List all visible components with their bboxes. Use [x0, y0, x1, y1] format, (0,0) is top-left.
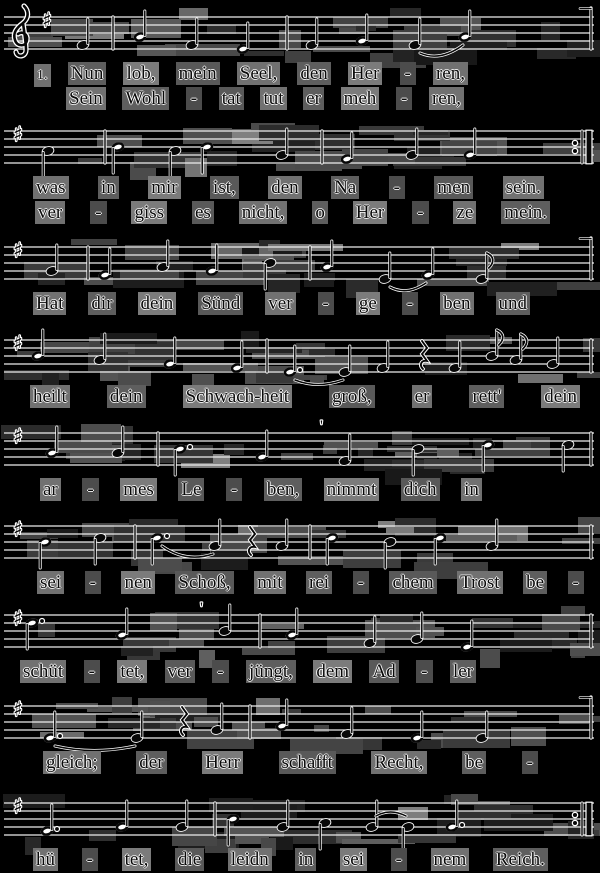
lyric-syllable: es — [192, 201, 214, 224]
lyric-syllable: ar — [40, 478, 61, 501]
lyric-line-1-1 — [0, 62, 600, 87]
lyric-syllable: mit — [254, 571, 285, 594]
lyric-syllable: Hat — [33, 292, 66, 315]
staff-system-6 — [0, 513, 600, 596]
lyric-syllable: und — [496, 292, 531, 315]
lyric-line-2-1 — [0, 176, 600, 201]
note — [31, 330, 46, 362]
lyric-syllable: mein — [176, 62, 220, 85]
lyric-syllable: tet, — [117, 660, 147, 683]
staff-system-9 — [0, 790, 600, 873]
sharp-icon: ♯ — [42, 8, 52, 32]
lyric-syllable: Schwach-heit — [183, 385, 292, 408]
lyric-syllable: was — [33, 176, 69, 199]
lyric-line-3-1 — [0, 292, 600, 317]
lyric-hyphen: - — [396, 87, 412, 110]
lyric-syllable: in — [295, 848, 316, 871]
lyric-hyphen: - — [186, 87, 202, 110]
note — [236, 23, 251, 55]
lyric-syllable: groß, — [329, 385, 375, 408]
staff-svg — [0, 234, 600, 292]
lyric-syllable: be — [523, 571, 547, 594]
sharp-icon: ♯ — [13, 331, 23, 355]
lyric-hyphen: - — [318, 292, 334, 315]
staff-svg — [0, 4, 600, 62]
note — [175, 801, 190, 833]
note — [41, 145, 56, 177]
lyric-syllable: Her — [348, 62, 382, 85]
lyric-syllable: hü — [33, 848, 58, 871]
staff-system-8 — [0, 693, 600, 776]
lyric-hyphen: - — [226, 478, 242, 501]
lyric-hyphen: - — [568, 571, 584, 594]
note — [218, 605, 233, 637]
staff-system-7 — [0, 602, 600, 685]
lyric-syllable: Sünd — [198, 292, 243, 315]
lyric-syllable: Seel, — [237, 62, 280, 85]
staff-system-2 — [0, 118, 600, 226]
lyric-syllable: mes — [120, 478, 157, 501]
note — [230, 342, 245, 374]
lyric-syllable: in — [98, 176, 119, 199]
lyric-syllable: rett' — [469, 385, 504, 408]
lyric-syllable: den — [297, 62, 330, 85]
staff-svg — [0, 420, 600, 478]
note — [255, 431, 270, 463]
note — [460, 621, 475, 653]
lyric-hyphen: - — [400, 62, 416, 85]
lyric-syllable: Nun — [68, 62, 107, 85]
lyric-line-5-1 — [0, 478, 600, 503]
lyric-syllable: Le — [178, 478, 204, 501]
lyric-syllable: Herr — [202, 751, 243, 774]
lyric-syllable: Recht, — [371, 751, 426, 774]
lyric-syllable: dein — [541, 385, 580, 408]
lyric-syllable: der — [136, 751, 166, 774]
note — [546, 338, 561, 370]
lyric-hyphen: - — [402, 292, 418, 315]
lyric-syllable: Her — [353, 201, 387, 224]
note — [410, 712, 425, 744]
lyric-syllable: mir — [148, 176, 180, 199]
note — [376, 342, 391, 374]
lyric-syllable: ben, — [264, 478, 302, 501]
sharp-icon: ♯ — [13, 424, 23, 448]
lyric-syllable: ver — [265, 292, 295, 315]
lyric-syllable: dein — [107, 385, 146, 408]
lyric-hyphen: - — [389, 176, 405, 199]
lyric-syllable: gleich; — [43, 751, 101, 774]
lyric-syllable: Schoß, — [175, 571, 233, 594]
lyric-syllable: die — [175, 848, 204, 871]
lyric-syllable: sein. — [503, 176, 544, 199]
lyric-hyphen: - — [522, 751, 538, 774]
lyric-syllable: ver — [165, 660, 195, 683]
lyric-syllable: Trost — [457, 571, 502, 594]
lyric-hyphen: - — [412, 201, 428, 224]
lyric-syllable: dem — [313, 660, 352, 683]
lyric-syllable: sei — [37, 571, 64, 594]
lyric-line-1-2 — [0, 87, 600, 112]
note — [98, 249, 113, 281]
lyric-syllable: dich — [401, 478, 440, 501]
lyric-syllable: er — [412, 385, 433, 408]
sharp-icon: ♯ — [13, 697, 23, 721]
slur — [376, 812, 406, 816]
lyric-syllable: Wohl — [122, 87, 169, 110]
lyric-syllable: ler — [450, 660, 476, 683]
lyric-syllable: heilt — [30, 385, 70, 408]
lyric-line-9-1 — [0, 848, 600, 873]
sharp-icon: ♯ — [13, 122, 23, 146]
note — [111, 141, 126, 173]
breath-mark-icon: ' — [320, 418, 323, 435]
lyric-syllable: ist, — [210, 176, 239, 199]
lyric-hyphen: - — [212, 660, 228, 683]
note — [378, 253, 393, 285]
lyric-hyphen: - — [84, 660, 100, 683]
lyric-line-2-2 — [0, 201, 600, 226]
lyric-syllable: o — [312, 201, 328, 224]
staff-system-1 — [0, 4, 600, 112]
lyric-syllable: schüt — [20, 660, 66, 683]
lyric-syllable: sei — [340, 848, 367, 871]
slur — [55, 746, 135, 751]
sharp-icon: ♯ — [13, 238, 23, 262]
sharp-icon: ♯ — [13, 517, 23, 541]
lyric-syllable: tet, — [122, 848, 152, 871]
staff-system-5 — [0, 420, 600, 503]
lyric-syllable: Ad — [369, 660, 398, 683]
note — [305, 19, 320, 51]
lyric-syllable: tut — [260, 87, 286, 110]
lyric-syllable: ben — [440, 292, 473, 315]
note — [115, 609, 130, 641]
lyric-hyphen: - — [391, 848, 407, 871]
lyric-syllable: schafft — [279, 751, 336, 774]
lyric-syllable: er — [303, 87, 324, 110]
note — [185, 19, 200, 51]
staff-svg — [0, 693, 600, 751]
lyric-line-8-1 — [0, 751, 600, 776]
lyric-syllable: nimmt — [324, 478, 380, 501]
lyric-syllable: meh — [341, 87, 380, 110]
lyric-syllable: Reich. — [493, 848, 548, 871]
lyric-syllable: Na — [331, 176, 359, 199]
note — [561, 439, 576, 471]
note — [421, 249, 436, 281]
lyric-hyphen: - — [82, 848, 98, 871]
staff-system-4 — [0, 327, 600, 410]
lyric-hyphen: - — [90, 201, 106, 224]
lyric-line-4-1 — [0, 385, 600, 410]
lyric-hyphen: - — [82, 478, 98, 501]
lyric-line-6-1 — [0, 571, 600, 596]
lyric-syllable: men — [434, 176, 473, 199]
end-barline — [580, 238, 591, 279]
lyric-syllable: chem — [389, 571, 436, 594]
lyric-syllable: dir — [88, 292, 115, 315]
staff-svg — [0, 118, 600, 176]
lyric-syllable: ze — [453, 201, 476, 224]
lyric-syllable: giss — [131, 201, 167, 224]
lyric-syllable: mein. — [501, 201, 550, 224]
lyric-syllable: tat — [219, 87, 244, 110]
note — [338, 435, 353, 467]
lyric-syllable: ge — [356, 292, 380, 315]
lyric-syllable: ren, — [429, 87, 464, 110]
note — [115, 801, 130, 833]
sharp-icon: ♯ — [13, 606, 23, 630]
lyric-syllable: rei — [306, 571, 332, 594]
lyric-syllable: Sein — [66, 87, 106, 110]
lyric-hyphen: - — [416, 660, 432, 683]
lyric-hyphen: - — [85, 571, 101, 594]
lyric-syllable: lob, — [123, 62, 158, 85]
lyric-syllable: ver — [35, 201, 65, 224]
sharp-icon: ♯ — [13, 794, 23, 818]
lyric-syllable: nem — [431, 848, 470, 871]
lyric-syllable: in — [461, 478, 482, 501]
staff-svg — [0, 602, 600, 660]
lyric-syllable: be — [462, 751, 486, 774]
lyric-syllable: dein — [138, 292, 177, 315]
lyric-syllable: nicht, — [239, 201, 288, 224]
note — [40, 805, 60, 837]
breath-mark-icon: ' — [200, 600, 203, 617]
lyric-syllable: leidn — [228, 848, 272, 871]
staff-svg — [0, 327, 600, 385]
lyric-syllable: jüngt, — [246, 660, 296, 683]
lyric-syllable: ren, — [433, 62, 468, 85]
staff-svg — [0, 790, 600, 848]
lyric-syllable: nen — [121, 571, 154, 594]
verse-number: 1. — [34, 64, 51, 87]
note — [340, 708, 355, 740]
lyric-line-7-1 — [0, 660, 600, 685]
score — [0, 4, 600, 873]
lyric-syllable: den — [268, 176, 301, 199]
lyric-hyphen: - — [353, 571, 369, 594]
staff-system-3 — [0, 234, 600, 317]
staff-svg — [0, 513, 600, 571]
note — [45, 245, 60, 277]
